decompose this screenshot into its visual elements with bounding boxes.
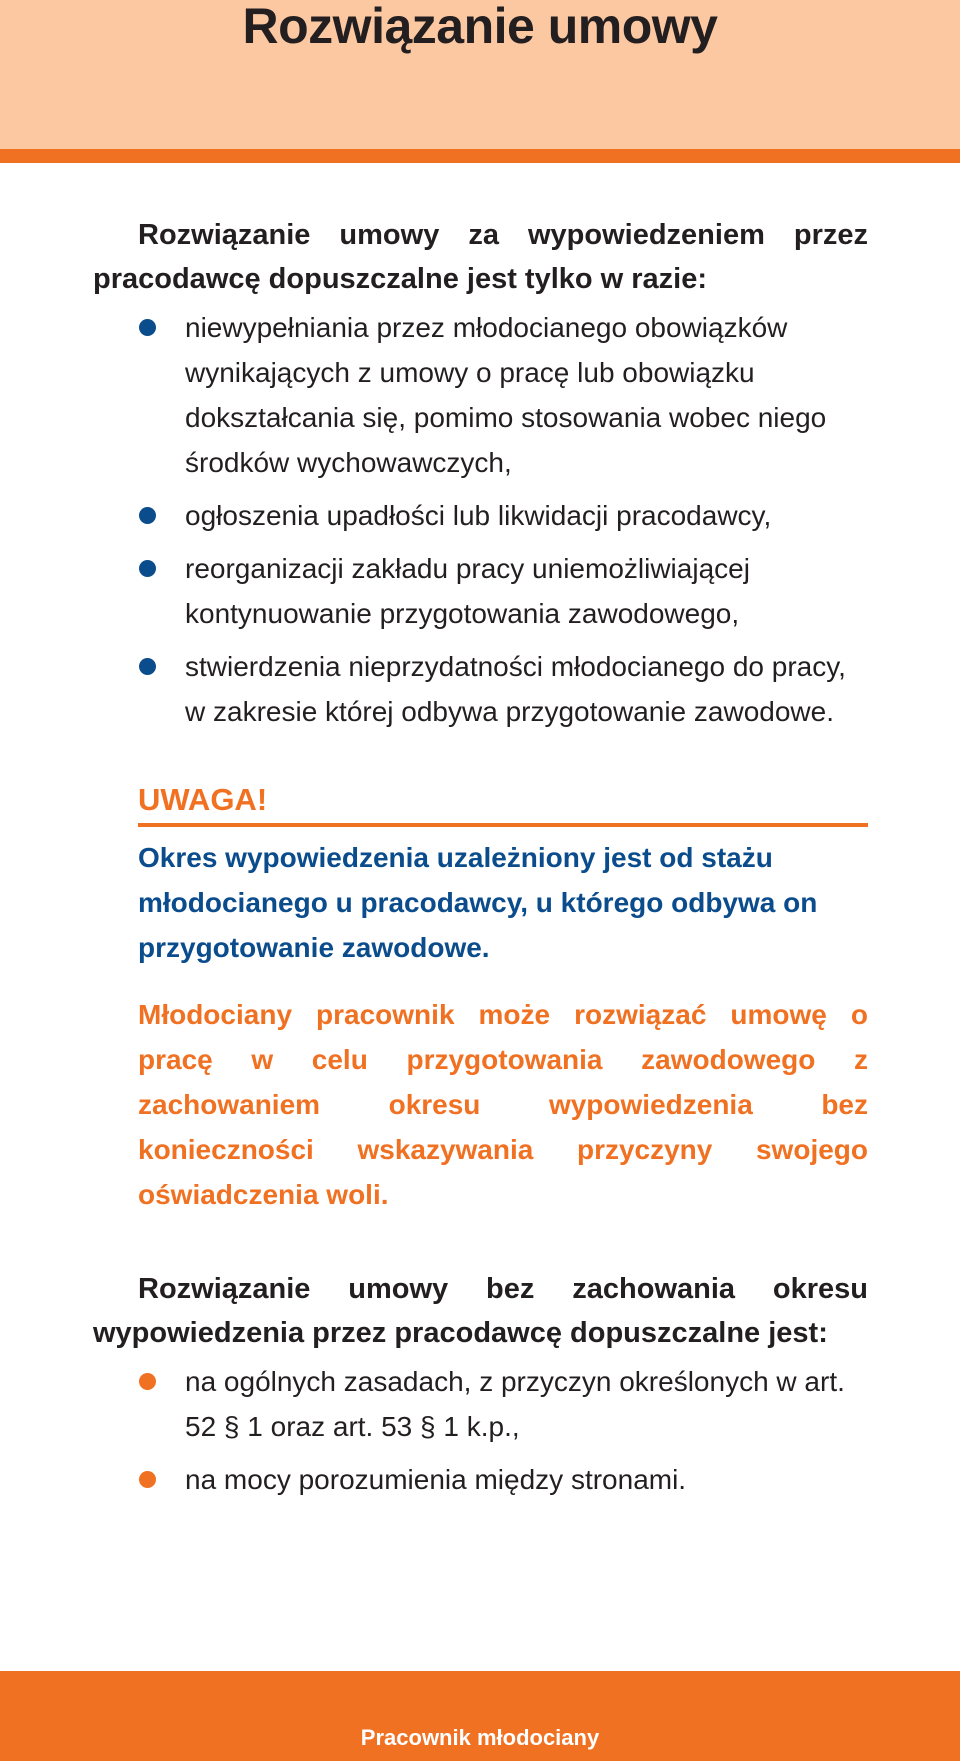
list-item-text: reorganizacji zakładu pracy uniemożliwiającej kontynuowanie przygotowania zawodowego, <box>185 553 750 629</box>
list-item <box>93 1457 868 1502</box>
list-item <box>93 305 868 485</box>
bullet-dot-icon <box>139 507 156 524</box>
footer-band <box>0 1671 960 1761</box>
bullet-dot-icon <box>139 658 156 675</box>
header-band <box>0 0 960 149</box>
list-item-text: stwierdzenia nieprzydatności młodocianego do pracy, w zakresie której odbywa przygotowanie zawodowe. <box>185 651 846 727</box>
warning-divider <box>138 823 868 827</box>
warning-text: Okres wypowiedzenia uzależniony jest od stażu młodocianego u pracodawcy, u którego odbywa on przygotowanie zawodowe. <box>138 842 818 963</box>
employee-termination-note: Młodociany pracownik może rozwiązać umowę o pracę w celu przygotowania zawodowego z zachowaniem okresu wypowiedzenia bez konieczności wskazywania przyczyny swojego oświadczenia woli. <box>138 999 868 1210</box>
bullet-dot-icon <box>139 560 156 577</box>
section1-list <box>93 305 868 734</box>
warning-title: UWAGA! <box>138 782 268 817</box>
footer-label: Pracownik młodociany <box>360 1725 600 1750</box>
list-item-text: ogłoszenia upadłości lub likwidacji pracodawcy, <box>185 500 772 531</box>
bullet-dot-icon <box>139 1471 156 1488</box>
header-stripe <box>0 149 960 163</box>
list-item-text: niewypełniania przez młodocianego obowiązków wynikających z umowy o pracę lub obowiązku dokształcania się, pomimo stosowania wobec niego środków wychowawczych, <box>185 312 827 478</box>
section1-lead: Rozwiązanie umowy za wypowiedzeniem przez pracodawcę dopuszczalne jest tylko w razie: <box>93 219 868 295</box>
list-item <box>93 546 868 636</box>
list-item-text: na ogólnych zasadach, z przyczyn określonych w art. 52 § 1 oraz art. 53 § 1 k.p., <box>185 1366 845 1442</box>
warning-box <box>138 780 868 970</box>
main-content <box>93 213 868 1510</box>
list-item <box>93 644 868 734</box>
page-title: Rozwiązanie umowy <box>242 0 718 54</box>
list-item-text: na mocy porozumienia między stronami. <box>185 1464 687 1495</box>
list-item <box>93 493 868 538</box>
section2-list <box>93 1359 868 1502</box>
bullet-dot-icon <box>139 1373 156 1390</box>
bullet-dot-icon <box>139 319 156 336</box>
list-item <box>93 1359 868 1449</box>
section2-lead: Rozwiązanie umowy bez zachowania okresu wypowiedzenia przez pracodawcę dopuszczalne jest: <box>93 1273 868 1349</box>
